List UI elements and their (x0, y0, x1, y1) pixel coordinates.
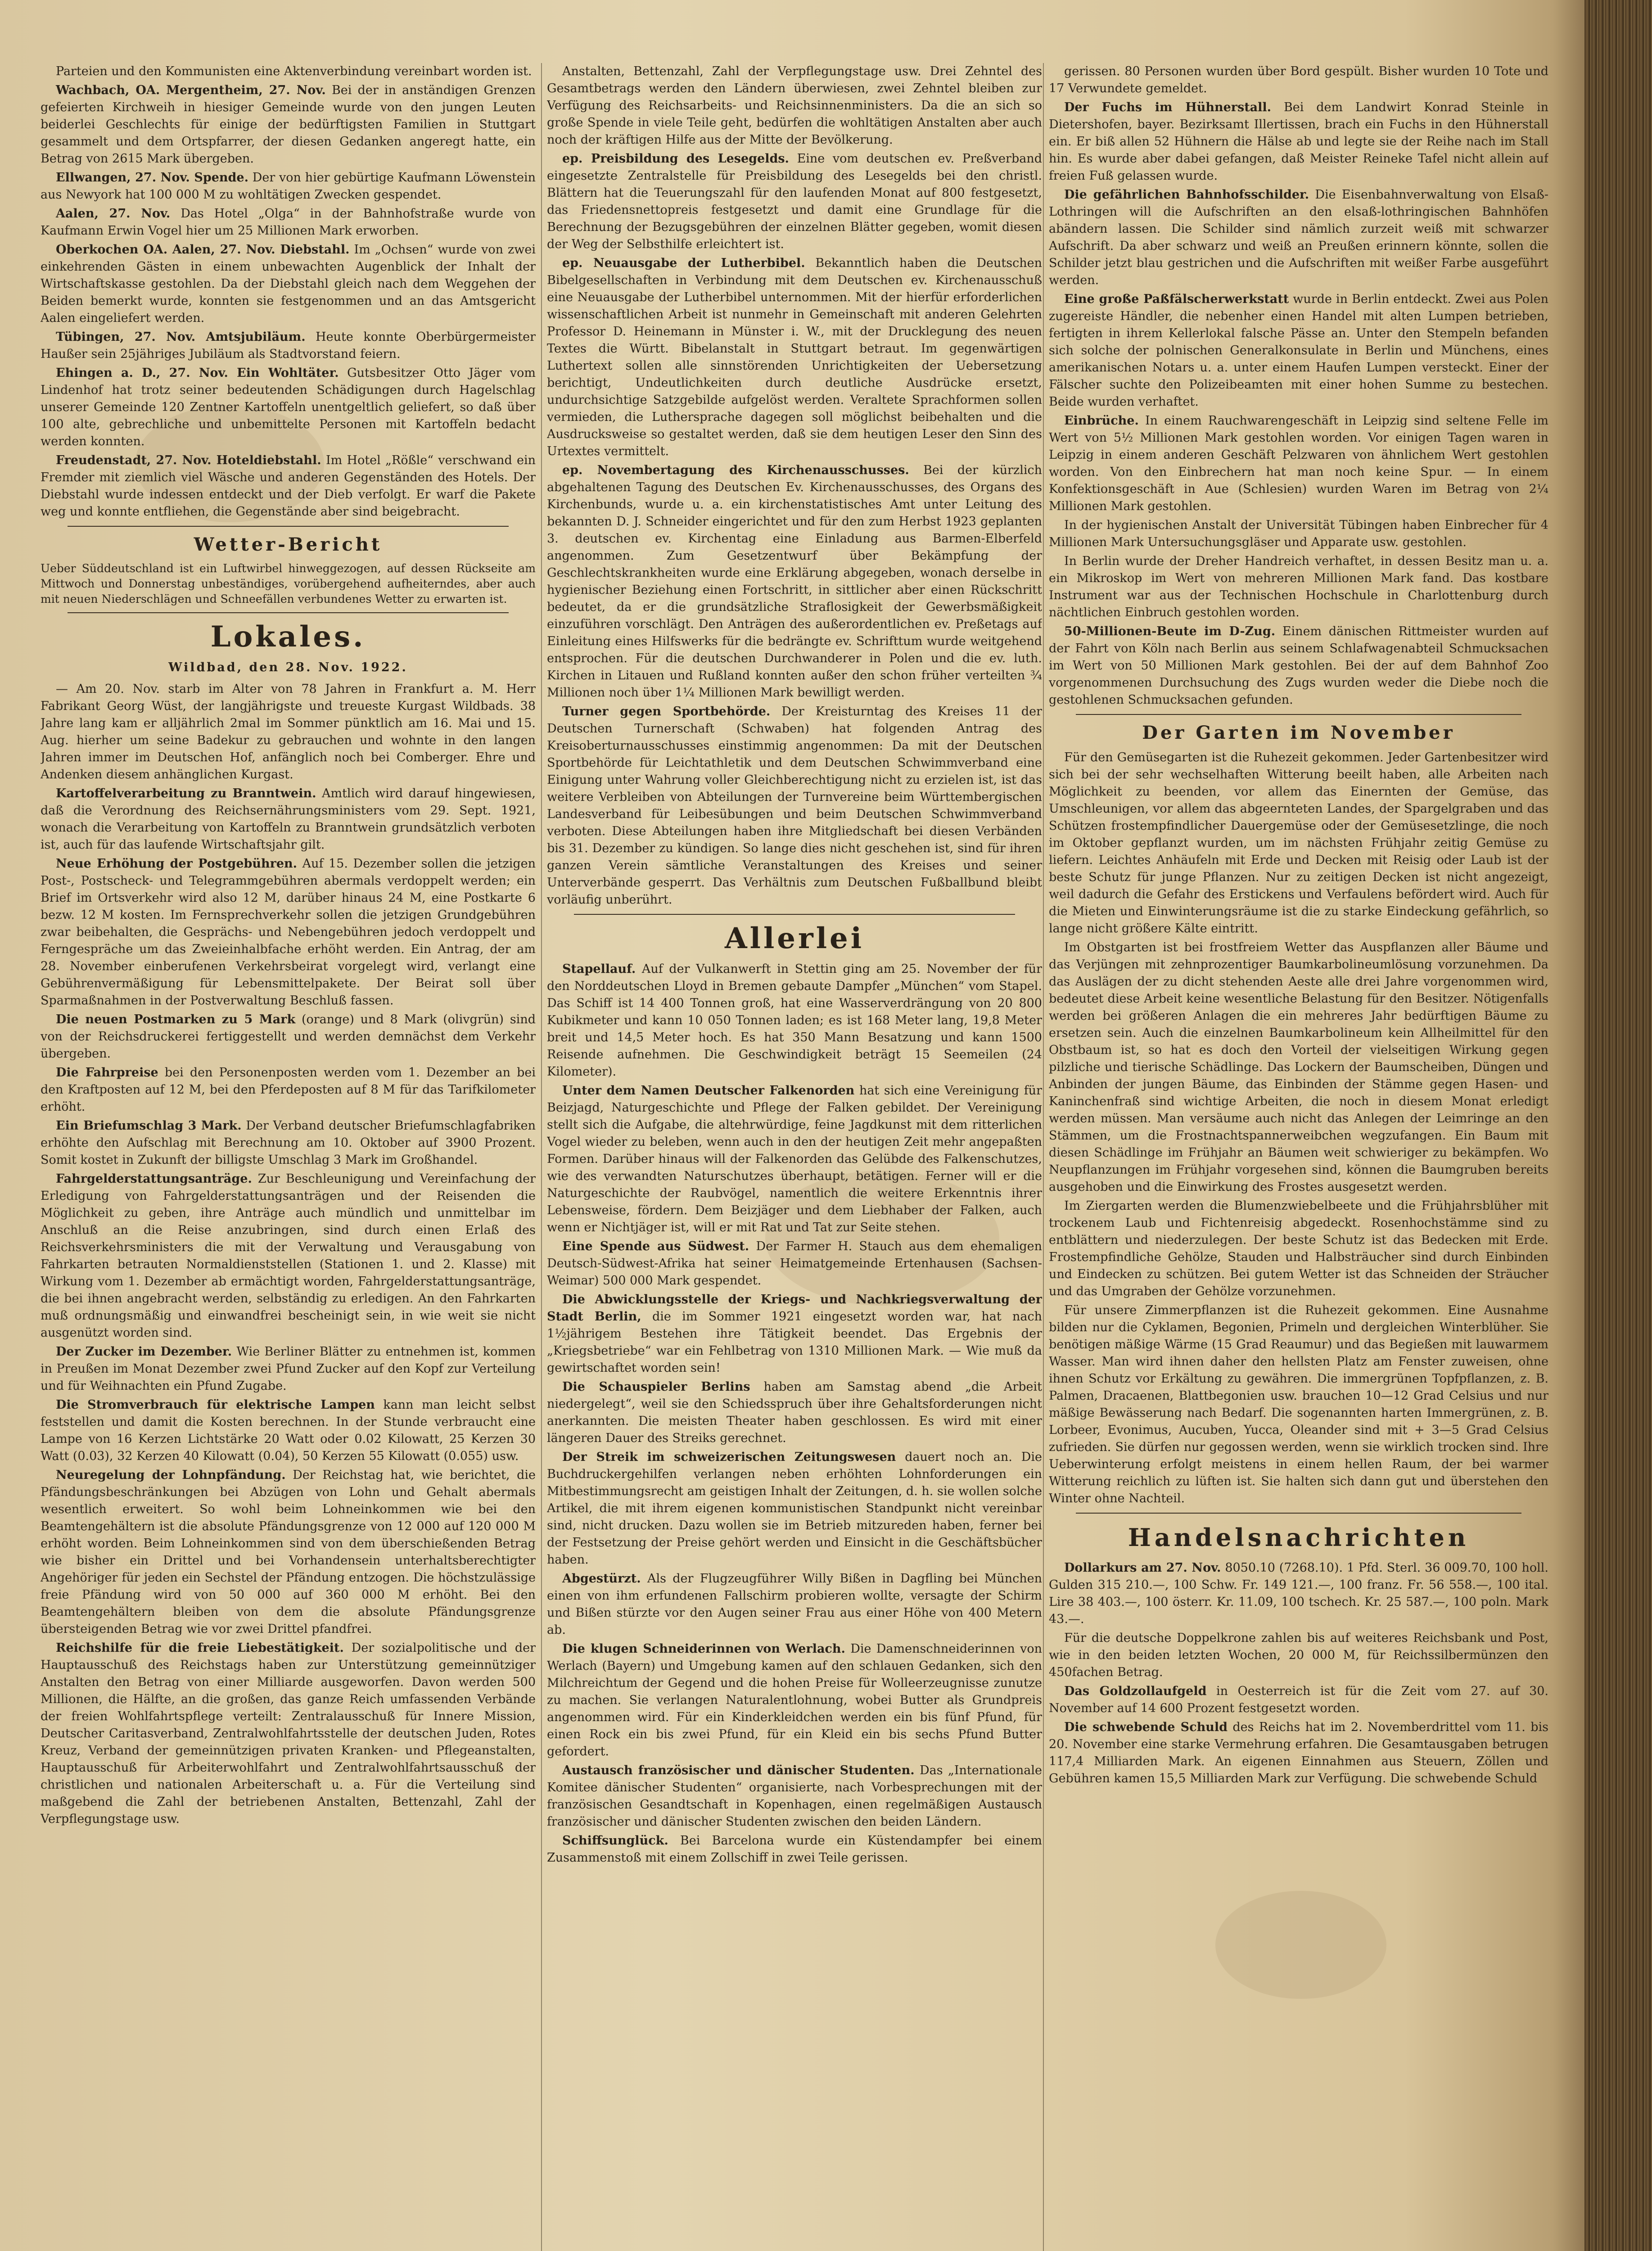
miscellaneous-news (1049, 63, 1548, 709)
article-text: In einem Rauchwarengeschäft in Leipzig sind seltene Felle im Wert von 5½ Millionen Mark gestohlen worden. Vor einigen Tagen waren in Leipzig in einem anderen Geschäft Pelzwaren von ähnlichem Wert gestohlen worden. Von den Einbrechern hat man noch keine Spur. — In einem Konfektionsgeschäft in Aue (Schlesien) wurden Waren im Betrag von 2¼ Millionen Mark gestohlen. (1049, 414, 1548, 513)
article-paragraph (41, 205, 536, 240)
article-lead: Wachbach, OA. Mergentheim, 27. Nov. (56, 83, 326, 97)
article-paragraph (547, 1082, 1042, 1236)
article-lead: Kartoffelverarbeitung zu Branntwein. (56, 786, 316, 800)
article-lead: Schiffsunglück. (562, 1834, 668, 1848)
article-text: wurde in Berlin entdeckt. Zwei aus Polen zugereiste Händler, die nebenher einen Handel mit alten Lumpen betrieben, fertigten in ihrem Kellerlokal falsche Pässe an. Unter den Stempeln befanden sich solche der polnischen Generalkonsulate in Berlin und Münchens, eines amerikanischen Notars u. a. unter einem Haufen Lumpen versteckt. Einer der Fälscher suchte den Polizeibeamten mit einer hohen Summe zu bestechen. Beide wurden verhaftet. (1049, 292, 1548, 409)
article-lead: Das Goldzollaufgeld (1064, 1684, 1207, 1698)
article-paragraph (41, 1467, 536, 1638)
column-divider (541, 63, 542, 2251)
article-paragraph (1049, 412, 1548, 515)
article-paragraph (547, 1641, 1042, 1760)
article-text: Der sozialpolitische und der Hauptausschuß des Reichstags haben zur Unterstützung gemeinnütziger Anstalten den Betrag von einer Milliarde ausgeworfen. Davon werden 500 Millionen, die Hälfte, an die großen, das ganze Reich umfassenden Verbände der freien Wohlfahrtspflege verteilt: Zentralausschuß für Innere Mission, Deutscher Caritasverband, Zentralwohlfahrtsstelle der deutschen Juden, Rotes Kreuz, Verband der gemeinnützigen privaten Kranken- und Pflegeanstalten, Hauptausschuß für Arbeiterwohlfahrt und Zentralwohlfahrtsausschuß der christlichen und nationalen Arbeiterschaft u. a. Für die Verteilung sind maßgebend die Zahl der betriebenen Anstalten, Bettenzahl, Zahl der Verpflegungstage usw. (41, 1641, 536, 1826)
article-paragraph (41, 1117, 536, 1169)
article-text: Amtlich wird darauf hingewiesen, daß die Verordnung des Reichsernährungsministers vom 29. Sept. 1921, wonach die Verarbeitung von Kartoffeln zu Branntwein grundsätzlich verboten ist, auch für das laufende Wirtschaftsjahr gilt. (41, 786, 536, 852)
article-paragraph (1049, 63, 1548, 97)
article-text: Das „Internationale Komitee dänischer Studenten“ organisierte, nach Vorbesprechungen mit der französischen Gesandtschaft in Kopenhagen, einen regelmäßigen Austausch französischer und dänischer Studenten zwischen den beiden Ländern. (547, 1763, 1042, 1829)
article-text: Der Farmer H. Stauch aus dem ehemaligen Deutsch-Südwest-Afrika hat seiner Heimatgemeinde Ertenhausen (Sachsen-Weimar) 500 000 Mark gespendet. (547, 1239, 1042, 1288)
article-lead: Ellwangen, 27. Nov. Spende. (56, 171, 248, 185)
article-lead: Abgestürzt. (562, 1572, 641, 1586)
article-lead: Die Fahrpreise (56, 1066, 158, 1080)
article-paragraph (41, 1640, 536, 1828)
article-text: Für den Gemüsegarten ist die Ruhezeit gekommen. Jeder Gartenbesitzer wird sich bei der sehr wechselhaften Witterung beeilt haben, alle Arbeiten nach Möglichkeit zu beenden, vor allem das Einernten der Gemüse, das Umschleunigen, vor allem das abgeernteten Landes, der Spargelgraben und das Schützen frostempfindlicher Dauergemüse oder der Gemüsesetzlinge, die noch im Oktober gepflanzt wurden, um im nächsten Frühjahr zeitig Gemüse zu liefern. Leichtes Anhäufeln mit Erde und Decken mit Reisig oder Laub ist der beste Schutz für junge Pflanzen. Nur zu zeitigen Decken ist nicht angezeigt, weil dadurch die Gefahr des Erstickens und Verfaulens befördert wird. Auch für die Mieten und Einwinterungsräume ist die zu starke Eindeckung gefährlich, so lange nicht größere Kälte eintritt. (1049, 750, 1548, 936)
article-text: Auf 15. Dezember sollen die jetzigen Post-, Postscheck- und Telegrammgebühren abermals verdoppelt werden; ein Brief im Ortsverkehr wird also 12 M, darüber hinaus 24 M, eine Postkarte 6 bezw. 12 M kosten. Im Fernsprechverkehr sollen die jetzigen Grundgebühren zwar beibehalten, die Gesprächs- und Nebengebühren jedoch verdoppelt und Ferngespräche um das Zweieinhalbfache erhöht werden. Ein Antrag, der am 28. November einberufenen Verkehrsbeirat vorgelegt wird, verlangt eine Gebührenvermäßigung für Lebensmittelpakete. Der Beirat soll über Sparmaßnahmen in der Postverwaltung Beschluß fassen. (41, 857, 536, 1008)
article-paragraph (1049, 1630, 1548, 1681)
article-text: Parteien und den Kommunisten eine Aktenverbindung vereinbart worden ist. (56, 64, 532, 78)
article-lead: Die Schauspieler Berlins (562, 1380, 750, 1394)
article-paragraph (1049, 291, 1548, 411)
article-paragraph (41, 855, 536, 1009)
article-text: Der Kreisturntag des Kreises 11 der Deutschen Turnerschaft (Schwaben) hat folgenden Antrag des Kreisoberturnausschusses einstimmig angenommen: Da mit der Deutschen Sportbehörde für Leichtathletik und dem Deutschen Schwimmverband eine Einigung unter Wahrung voller Gleichberechtigung nicht zu erzielen ist, ist das weitere Verbleiben von Abteilungen der Turnvereine beim Württembergischen Landesverband für Leibesübungen und beim Deutschen Schwimmverband verboten. Diese Abteilungen haben ihre Mitgliedschaft bei diesen Verbänden bis 31. Dezember zu kündigen. So lange dies nicht geschehen ist, sind für ihren ganzen Verein sämtliche Veranstaltungen des Kreises und seiner Unterverbände gesperrt. Das Verhältnis zum Deutschen Fußballbund bleibt vorläufig unberührt. (547, 705, 1042, 907)
article-paragraph (547, 63, 1042, 149)
article-text: Anstalten, Bettenzahl, Zahl der Verpflegungstage usw. Drei Zehntel des Gesamtbetrags werden den Ländern überwiesen, zwei Zehntel bleiben zur Verfügung des Reichsarbeits- und Reichsinnenministers. Da die an sich so große Spende in viele Teile geht, bedürfen die wohltätigen Anstalten aber auch noch der kräftigen Hilfe aus der Mitte der Bevölkerung. (547, 64, 1042, 147)
article-text: die im Sommer 1921 eingesetzt worden war, hat nach 1½jährigem Bestehen ihre Tätigkeit beendet. Das Ergebnis der „Kriegsbetriebe“ war ein Fehlbetrag von 1310 Millionen Mark. — Wie muß da gewirtschaftet worden sein! (547, 1310, 1042, 1375)
garden-heading: Der Garten im November (1142, 722, 1455, 743)
article-text: kann man leicht selbst feststellen und damit die Kosten berechnen. In der Stunde verbraucht eine Lampe von 16 Kerzen Lichtstärke 20 Watt oder 0.02 Kilowatt, 25 Kerzen 30 Watt (0.03), 32 Kerzen 40 Kilowatt (0.04), 50 Kerzen 55 Kilowatt (0.055) usw. (41, 1398, 536, 1463)
allerlei-news (547, 961, 1042, 1867)
article-paragraph (41, 681, 536, 783)
article-lead: Stapellauf. (562, 962, 636, 976)
article-paragraph (547, 703, 1042, 909)
article-text: Bei Barcelona wurde ein Küstendampfer bei einem Zusammenstoß mit einem Zollschiff in zwei Teile gerissen. (547, 1834, 1042, 1865)
article-text: Bekanntlich haben die Deutschen Bibelgesellschaften in Verbindung mit dem Deutschen ev. Kirchenausschuß eine Neuausgabe der Lutherbibel unternommen. Mit der hierfür erforderlichen wissenschaftlichen Arbeit ist nunmehr in Gemeinschaft mit anderen Gelehrten Professor D. Heinemann in Münster i. W., mit der Drucklegung des neuen Textes die Württ. Bibelanstalt in Stuttgart betraut. Im gegenwärtigen Luthertext sollen alle sinnstörenden Unrichtigkeiten der Uebersetzung berichtigt, Undeutlichkeiten durch deutliche Ausdrücke ersetzt, undurchsichtige Satzgebilde aufgelöst werden. Veraltete Sprachformen sollen vermieden, die Luthersprache dagegen soll möglichst beibehalten und die Ausdrucksweise so gestaltet werden, daß sie dem heutigen Leser den Sinn des Urtextes vermittelt. (547, 256, 1042, 458)
article-text: Bei dem Landwirt Konrad Steinle in Dietershofen, bayer. Bezirksamt Illertissen, brach ein Fuchs in den Hühnerstall ein. Er biß allen 52 Hühnern die Hälse ab und legte sie der Reihe nach im Stall hin. Es wurde aber dabei gefangen, daß Meister Reineke Tafel nicht allein auf freien Fuß gelassen wurde. (1049, 100, 1548, 183)
article-lead: Der Streik im schweizerischen Zeitungswesen (562, 1450, 896, 1464)
article-text: in Oesterreich ist für die Zeit vom 27. auf 30. November auf 14 600 Prozent festgesetzt worden. (1049, 1684, 1548, 1715)
article-text: bei den Personenposten werden vom 1. Dezember an bei den Kraftposten auf 12 M, bei den Pferdeposten auf 8 M für das Tarifkilometer erhöht. (41, 1066, 536, 1114)
article-paragraph (41, 63, 536, 80)
article-text: Bei der kürzlich abgehaltenen Tagung des Deutschen Ev. Kirchenausschusses, des Organs des Kirchenbunds, wurde u. a. ein kirchenstatistisches Amt unter Leitung des bekannten D. J. Schneider eingerichtet und für den zum Herbst 1923 geplanten 3. deutschen ev. Kirchentag eine Einladung aus Barmen-Elberfeld angenommen. Zum Gesetzentwurf über Bekämpfung der Geschlechtskrankheiten wurde eine Erklärung abgegeben, wonach derselbe in hygienischer Beziehung einen Fortschritt, in sittlicher aber einen Rückschritt bedeutet, da er die grundsätzliche Straflosigkeit der Gewerbsmäßigkeit einzuführen vorschlägt. Den Anträgen des außerordentlichen ev. Preßetags auf Einleitung eines Hilfswerks für die bedrängte ev. Schrifttum wurde weitgehend entsprochen. Für die deutschen Durchwanderer in Polen und die ev. luth. Kirchen in Litauen und Rußland konnten außer den schon früher verteilten ¾ Millionen noch über 1¼ Millionen Mark bewilligt werden. (547, 463, 1042, 700)
article-text: Im Ziergarten werden die Blumenzwiebelbeete und die Frühjahrsblüher mit trockenem Laub und Fichtenreisig abgedeckt. Rosenhochstämme sind zu entblättern und niederzulegen. Der beste Schutz ist das Bedecken mit Erde. Frostempfindliche Gehölze, Stauden und Halbsträucher sind durch Einbinden und Eindecken zu schützen. Bei gutem Wetter ist das Schneiden der Sträucher und das Umgraben der Gehölze vorzunehmen. (1049, 1199, 1548, 1298)
article-lead: Reichshilfe für die freie Liebestätigkeit. (56, 1641, 344, 1655)
article-lead: ep. Neuausgabe der Lutherbibel. (562, 256, 805, 270)
article-paragraph (1049, 1198, 1548, 1300)
column-divider (1043, 63, 1044, 2251)
article-text: Auf der Vulkanwerft in Stettin ging am 25. November der für den Norddeutschen Lloyd in Bremen gebaute Dampfer „München“ vom Stapel. Das Schiff ist 14 400 Tonnen groß, hat eine Wasserverdrängung von 20 800 Kubikmeter und kann 10 050 Tonnen laden; es ist 168 Meter lang, 19,8 Meter breit und 14,5 Meter hoch. Es hat 350 Mann Besatzung und kann 1500 Reisende aufnehmen. Die Geschwindigkeit beträgt 15 Seemeilen (24 Kilometer). (547, 962, 1042, 1079)
trade-news (1049, 1559, 1548, 1787)
article-lead: Die schwebende Schuld (1064, 1720, 1228, 1734)
article-text: (orange) und 8 Mark (olivgrün) sind von der Reichsdruckerei fertiggestellt und werden demnächst dem Verkehr übergeben. (41, 1012, 536, 1061)
article-lead: Dollarkurs am 27. Nov. (1064, 1561, 1221, 1575)
article-lead: Austausch französischer und dänischer Studenten. (562, 1763, 915, 1777)
article-lead: Der Zucker im Dezember. (56, 1345, 232, 1359)
article-text: Heute konnte Oberbürgermeister Haußer sein 25jähriges Jubiläum als Stadtvorstand feiern. (41, 330, 536, 361)
article-lead: Turner gegen Sportbehörde. (562, 705, 771, 719)
article-paragraph (547, 961, 1042, 1080)
article-text: Die Damenschneiderinnen von Werlach (Bayern) und Umgebung kamen auf den schlauen Gedanken, sich den Milchreichtum der Gegend und die hohen Preise für Wolleerzeugnisse zunutze zu machen. Sie verlangen Naturalentlohnung, wobei Butter als Grundpreis angenommen wird. Für ein Kinderkleidchen werden ein bis fünf Pfund, für einen Rock ein bis zwei Pfund, für ein Kleid ein bis sechs Pfund Butter gefordert. (547, 1642, 1042, 1758)
article-paragraph (41, 785, 536, 854)
article-text: Eine vom deutschen ev. Preßverband eingesetzte Zentralstelle für Preisbildung des Lesegelds bei den christl. Blättern hat die Teuerungszahl für den laufenden Monat auf 800 festgesetzt, das Friedensnettopreis festgesetzt und damit eine Grundlage für die Berechnung der Bezugsgebühren der einzelnen Blätter gegeben, womit diesen der Weg der Selbsthilfe erleichtert ist. (547, 152, 1042, 251)
article-lead: Die klugen Schneiderinnen von Werlach. (562, 1642, 845, 1656)
article-paragraph (41, 1397, 536, 1465)
article-text: Wie Berliner Blätter zu entnehmen ist, kommen in Preußen im Monat Dezember zwei Pfund Zucker auf den Kopf zur Verteilung und für Weihnachten ein Pfund Zugabe. (41, 1345, 536, 1393)
article-lead: Ehingen a. D., 27. Nov. Ein Wohltäter. (56, 366, 339, 380)
article-lead: Die Abwicklungsstelle der Kriegs- und Nachkriegsverwaltung der Stadt Berlin, (547, 1293, 1042, 1324)
article-text: Das Hotel „Olga“ in der Bahnhofstraße wurde von Kaufmann Erwin Vogel hier um 25 Millionen Mark erworben. (41, 207, 536, 238)
article-paragraph (41, 452, 536, 520)
article-lead: Die gefährlichen Bahnhofsschilder. (1064, 188, 1309, 202)
church-news (547, 63, 1042, 909)
garden-article (1049, 749, 1548, 1507)
article-text: Einem dänischen Rittmeister wurden auf der Fahrt von Köln nach Berlin aus seinem Schlafwagenabteil Schmucksachen im Wert von 50 Millionen Mark gestohlen. Bei der auf dem Bahnhof Zoo vorgenommenen Durchsuchung des Zugs wurden weder die Diebe noch die gestohlenen Schmucksachen gefunden. (1049, 624, 1548, 707)
article-text: Zur Beschleunigung und Vereinfachung der Erledigung von Fahrgelderstattungsanträgen und der Reisenden die Möglichkeit zu geben, ihre Anträge auch mündlich und unmittelbar im Anschluß an die Reise anzubringen, sind durch einen Erlaß des Reichsverkehrsministers die mit der Verwaltung und Verausgabung von Fahrkarten betrauten Normaldienststellen (Stationen 1. und 2. Klasse) mit Wirkung vom 1. Dezember ab ermächtigt worden, Fahrgelderstattungsanträge, die bei ihnen angebracht werden, selbständig zu erledigen. An den Fahrkarten muß ordnungsmäßig und einwandfrei bescheinigt sein, in wie weit sie nicht ausgenützt worden sind. (41, 1172, 536, 1340)
article-lead: Eine große Paßfälscherwerkstatt (1064, 292, 1289, 306)
article-text: haben am Samstag abend „die Arbeit niedergelegt“, weil sie den Schiedsspruch über ihre Gehaltsforderungen nicht anerkannten. Die meisten Theater haben geschlossen. Es wird mit einer längeren Dauer des Streiks gerechnet. (547, 1380, 1042, 1445)
allerlei-heading: Allerlei (724, 922, 865, 955)
section-rule (1076, 1513, 1521, 1514)
article-paragraph (1049, 939, 1548, 1196)
section-rule (68, 612, 509, 613)
article-paragraph (547, 1570, 1042, 1639)
article-text: Die Eisenbahnverwaltung von Elsaß-Lothringen will die Aufschriften an den elsaß-lothringischen Bahnhöfen abändern lassen. Die Schilder sind nämlich zurzeit weiß mit schwarzer Aufschrift. Da aber schwarz und weiß an Preußen erinnern könnte, sollen die Schilder jetzt blau gestrichen und die Aufschriften mit weißer Farbe ausgeführt werden. (1049, 188, 1548, 287)
weather-report: Ueber Süddeutschland ist ein Luftwirbel hinweggezogen, auf dessen Rückseite am Mittwoch und Donnerstag unbeständiges, vorübergehend aufheiterndes, aber auch mit neuen Niederschlägen und Schneefällen verbundenes Wetter zu erwarten ist. (41, 562, 536, 606)
article-lead: 50-Millionen-Beute im D-Zug. (1064, 624, 1276, 638)
article-lead: ep. Preisbildung des Lesegelds. (562, 152, 789, 166)
weather-heading: Wetter-Bericht (194, 534, 383, 555)
article-lead: Die neuen Postmarken zu 5 Mark (56, 1012, 296, 1026)
article-lead: Ein Briefumschlag 3 Mark. (56, 1119, 242, 1133)
local-heading: Lokales. (210, 620, 366, 654)
article-text: Der von hier gebürtige Kaufmann Löwenstein aus Newyork hat 100 000 M zu wohltätigen Zwecken gespendet. (41, 171, 536, 202)
article-text: Der Verband deutscher Briefumschlagfabriken erhöhte den Aufschlag mit Berechnung am 10. Oktober auf 3900 Prozent. Somit kostet in Zukunft der billigste Umschlag 3 Mark im Großhandel. (41, 1119, 536, 1167)
article-text: Bei der in anständigen Grenzen gefeierten Kirchweih in hiesiger Gemeinde wurde von den jungen Leuten beiderlei Geschlechts für einige der bedürftigsten Familien in Stuttgart gesammelt und dem Ortspfarrer, der diesen Gedanken angeregt hatte, ein Betrag von 2615 Mark übergeben. (41, 83, 536, 166)
book-spine (1584, 0, 1652, 2251)
article-paragraph (41, 1011, 536, 1062)
article-paragraph (547, 1449, 1042, 1568)
article-text: Für unsere Zimmerpflanzen ist die Ruhezeit gekommen. Eine Ausnahme bilden nur die Cyklamen, Begonien, Primeln und dergleichen Winterblüher. Sie benötigen mäßige Wärme (15 Grad Reaumur) und das Begießen mit lauwarmem Wasser. Man wird ihnen daher den hellsten Platz am Fenster zuweisen, ohne ihnen Schutz vor Erkältung zu gewähren. Die immergrünen Topfpflanzen, z. B. Palmen, Dracaenen, Blattbegonien usw. brauchen 10—12 Grad Celsius und nur mäßige Bewässerung nach Bedarf. Die sogenannten harten Immergrünen, z. B. Lorbeer, Evonimus, Aucuben, Yucca, Oleander sind mit + 3—5 Grad Celsius zufrieden. Sie dürfen nur gegossen werden, wenn sie wirklich trocken sind. Ihre Ueberwinterung erfolgt meistens in einem hellen Raum, der bei warmer Witterung reichlich zu lüften ist. Sie halten sich dann gut und überstehen den Winter ohne Nachteil. (1049, 1303, 1548, 1505)
article-paragraph (41, 1343, 536, 1395)
article-lead: Die Stromverbrauch für elektrische Lampen (56, 1398, 375, 1412)
article-lead: Neuregelung der Lohnpfändung. (56, 1468, 286, 1482)
article-paragraph (547, 255, 1042, 460)
article-paragraph (41, 329, 536, 363)
article-paragraph (547, 462, 1042, 701)
article-paragraph (41, 241, 536, 327)
section-rule (574, 914, 1015, 915)
article-text: des Reichs hat im 2. Novemberdrittel vom 11. bis 20. November eine starke Vermehrung erfahren. Die Gesamtausgaben betrugen 117,4 Milliarden Mark. An eigenen Einnahmen aus Steuern, Zöllen und Gebühren kamen 15,5 Milliarden Mark zur Verfügung. Die schwebende Schuld (1049, 1720, 1548, 1785)
article-lead: Einbrüche. (1064, 414, 1139, 428)
article-text: Im „Ochsen“ wurde von zwei einkehrenden Gästen in einem unbewachten Augenblick der Inhalt der Wirtschaftskasse gestohlen. Da der Diebstahl gleich nach dem Weggehen der Beiden bemerkt wurde, konnten sie festgenommen und an das Amtsgericht Aalen eingeliefert werden. (41, 243, 536, 325)
article-lead: Neue Erhöhung der Postgebühren. (56, 857, 298, 871)
article-paragraph (547, 1762, 1042, 1831)
article-paragraph (1049, 1719, 1548, 1787)
article-text: Im Obstgarten ist bei frostfreiem Wetter das Auspflanzen aller Bäume und das Verjüngen mit zehnprozentiger Baumkarbolineumlösung vorzunehmen. Da das Auslägen der zu dicht stehenden Aeste alle drei Jahre vorgenommen wird, bedeutet diese Arbeit keine wesentliche Belastung für den Besitzer. Nötigenfalls werden bei größeren Anlagen die ein mehreres Jahr bedürftigen Bäume zu ersetzen sein. Auch die einzelnen Baumkarbolineum kein Allheilmittel für den Obstbaum ist, so hat es doch den Vorteil der vielseitigen Wirkung gegen pilzliche und tierische Schädlinge. Das Lockern der Baumscheiben, Düngen und Anbinden der jungen Bäume, das Einbinden der Stämme gegen Hasen- und Kaninchenfraß sind wichtige Arbeiten, die noch in diesem Monat erledigt werden müssen. Man versäume auch nicht das Anlegen der Leimringe an den Stämmen, um die Frostnachtspannerweibchen wegzufangen. Ein Baum mit diesen Schädlinge im Frühjahr an Bäumen weit schwieriger zu bekämpfen. Wo Neupflanzungen im Frühjahr vorgesehen sind, können die Baumgruben bereits ausgehoben und die Einwirkung des Frostes ausgesetzt werden. (1049, 940, 1548, 1194)
article-lead: Oberkochen OA. Aalen, 27. Nov. Diebstahl. (56, 243, 350, 257)
article-paragraph (1049, 749, 1548, 937)
article-text: Im Hotel „Rößle“ verschwand ein Fremder mit ziemlich viel Wäsche und anderen Gegenständen des Hotels. Der Diebstahl wurde indessen entdeckt und der Dieb verfolgt. Er warf die Pakete weg und konnte entfliehen, die Gegenstände aber sind beigebracht. (41, 453, 536, 519)
local-news (41, 681, 536, 1828)
article-paragraph (547, 1238, 1042, 1289)
article-paragraph (41, 1171, 536, 1342)
section-rule (68, 526, 509, 527)
article-lead: Freudenstadt, 27. Nov. Hoteldiebstahl. (56, 453, 321, 467)
article-paragraph (1049, 186, 1548, 289)
article-paragraph (1049, 1683, 1548, 1717)
article-paragraph (1049, 1302, 1548, 1507)
article-lead: ep. Novembertagung des Kirchenausschusses. (562, 463, 909, 477)
article-paragraph (547, 1832, 1042, 1867)
article-lead: Tübingen, 27. Nov. Amtsjubiläum. (56, 330, 306, 344)
column-2 (547, 63, 1042, 2251)
article-paragraph (547, 1379, 1042, 1447)
article-lead: Der Fuchs im Hühnerstall. (1064, 100, 1272, 114)
section-rule (1076, 714, 1521, 715)
article-lead: Unter dem Namen Deutscher Falkenorden (562, 1084, 855, 1098)
article-text: hat sich eine Vereinigung für Beizjagd, Naturgeschichte und Pflege der Falken gebildet. Der Vereinigung stellt sich die Aufgabe, die altehrwürdige, feine Jagdkunst mit dem ritterlichen Vogel wieder zu beleben, wenn auch in den der heutigen Zeit mehr angepaßten Formen. Darüber hinaus will der Falkenorden das Gelübde des Falkenschutzes, wie des verwandten Naturschutzes überhaupt, betätigen. Ferner will er die Naturgeschichte der Raubvögel, namentlich die weitere Erkenntnis ihrer Lebensweise, fördern. Dem Beizjäger und dem Liebhaber der Falken, auch wenn er Nichtjäger ist, will er mit Rat und Tat zur Seite stehen. (547, 1084, 1042, 1234)
article-paragraph (1049, 623, 1548, 709)
article-paragraph (41, 1064, 536, 1116)
local-dateline: Wildbad, den 28. Nov. 1922. (168, 660, 408, 674)
article-text: In Berlin wurde der Dreher Handreich verhaftet, in dessen Besitz man u. a. ein Mikroskop im Wert von mehreren Millionen Mark fand. Das kostbare Instrument war aus der Technischen Hochschule in Charlottenburg durch nächtlichen Einbruch gestohlen worden. (1049, 554, 1548, 619)
article-paragraph (1049, 517, 1548, 551)
column-3 (1049, 63, 1548, 2251)
article-lead: Eine Spende aus Südwest. (562, 1239, 749, 1253)
article-text: gerissen. 80 Personen wurden über Bord gespült. Bisher wurden 10 Tote und 17 Verwundete gemeldet. (1049, 64, 1548, 95)
article-paragraph (547, 150, 1042, 253)
trade-heading: Handelsnachrichten (1128, 1523, 1470, 1552)
article-text: Gutsbesitzer Otto Jäger vom Lindenhof hat trotz seiner bedeutenden Schädigungen durch Hagelschlag unserer Gemeinde 120 Zentner Kartoffeln unentgeltlich geliefert, so daß über 100 alte, gebrechliche und unbemittelte Personen mit Kartoffeln bedacht werden konnten. (41, 366, 536, 448)
article-lead: Aalen, 27. Nov. (56, 207, 171, 221)
regional-news (41, 63, 536, 520)
article-paragraph (41, 365, 536, 450)
article-paragraph (41, 82, 536, 167)
article-paragraph (1049, 99, 1548, 185)
article-text: — Am 20. Nov. starb im Alter von 78 Jahren in Frankfurt a. M. Herr Fabrikant Georg Wüst, der langjährigste und treueste Kurgast Wildbads. 38 Jahre lang kam er alljährlich 2mal im Sommer pünktlich am 16. Mai und 15. Aug. hierher um seine Badekur zu gebrauchen und wohnte in den langen Jahren immer im Deutschen Hof, anfänglich noch bei Comberger. Ehre und Andenken diesem anhänglichen Kurgast. (41, 682, 536, 782)
article-text: Für die deutsche Doppelkrone zahlen bis auf weiteres Reichsbank und Post, wie in den beiden letzten Wochen, 20 000 M, für Reichssilbermünzen den 450fachen Betrag. (1049, 1631, 1548, 1679)
article-text: In der hygienischen Anstalt der Universität Tübingen haben Einbrecher für 4 Millionen Mark Untersuchungsgläser und Apparate usw. gestohlen. (1049, 518, 1548, 549)
article-text: 8050.10 (7268.10). 1 Pfd. Sterl. 36 009.70, 100 holl. Gulden 315 210.—, 100 Schw. Fr. 149 121.—, 100 franz. Fr. 56 558.—, 100 ital. Lire 38 403.—, 100 österr. Kr. 11.09, 100 tschech. Kr. 25 587.—, 100 poln. Mark 43.—. (1049, 1561, 1548, 1626)
article-paragraph (41, 169, 536, 203)
article-text: Als der Flugzeugführer Willy Bißen in Dagfling bei München einen von ihm erfundenen Fallschirm probieren wollte, versagte der Schirm und Bißen stürzte vor den Augen seiner Frau aus einer Höhe von 400 Metern ab. (547, 1572, 1042, 1637)
article-text: dauert noch an. Die Buchdruckergehilfen verlangen neben erhöhten Lohnforderungen ein Mitbestimmungsrecht am geistigen Inhalt der Zeitungen, d. h. sie wollen solche Artikel, die mit ihrem eigenen kommunistischen Standpunkt nicht vereinbar sind, nicht drucken. Dazu wollen sie im Betrieb mitzureden haben, ferner bei der Festsetzung der Preise gehört werden und Einsicht in die Geschäftsbücher haben. (547, 1450, 1042, 1567)
article-lead: Fahrgelderstattungsanträge. (56, 1172, 252, 1186)
article-paragraph (1049, 1559, 1548, 1628)
article-text: Der Reichstag hat, wie berichtet, die Pfändungsbeschränkungen bei Abzügen von Lohn und Gehalt abermals wesentlich erweitert. So wohl beim Lohneinkommen wie bei den Beamtengehältern ist die absolute Pfändungsgrenze von 12 000 auf 120 000 M erhöht worden. Beim Lohneinkommen sind von dem überschießenden Betrag wie bisher ein Drittel und bei Vorhandensein unterhaltsberechtigter Angehöriger für jeden ein Sechstel der Pfändung entzogen. Die höchstzulässige freie Pfändung wird von 50 000 auf 360 000 M erhöht. Bei den Beamtengehältern bleiben von dem die absolute Pfändungsgrenze übersteigenden Betrag wie vor zwei Drittel pfandfrei. (41, 1468, 536, 1636)
column-1 (41, 63, 536, 2251)
article-paragraph (1049, 553, 1548, 621)
article-paragraph (547, 1291, 1042, 1377)
